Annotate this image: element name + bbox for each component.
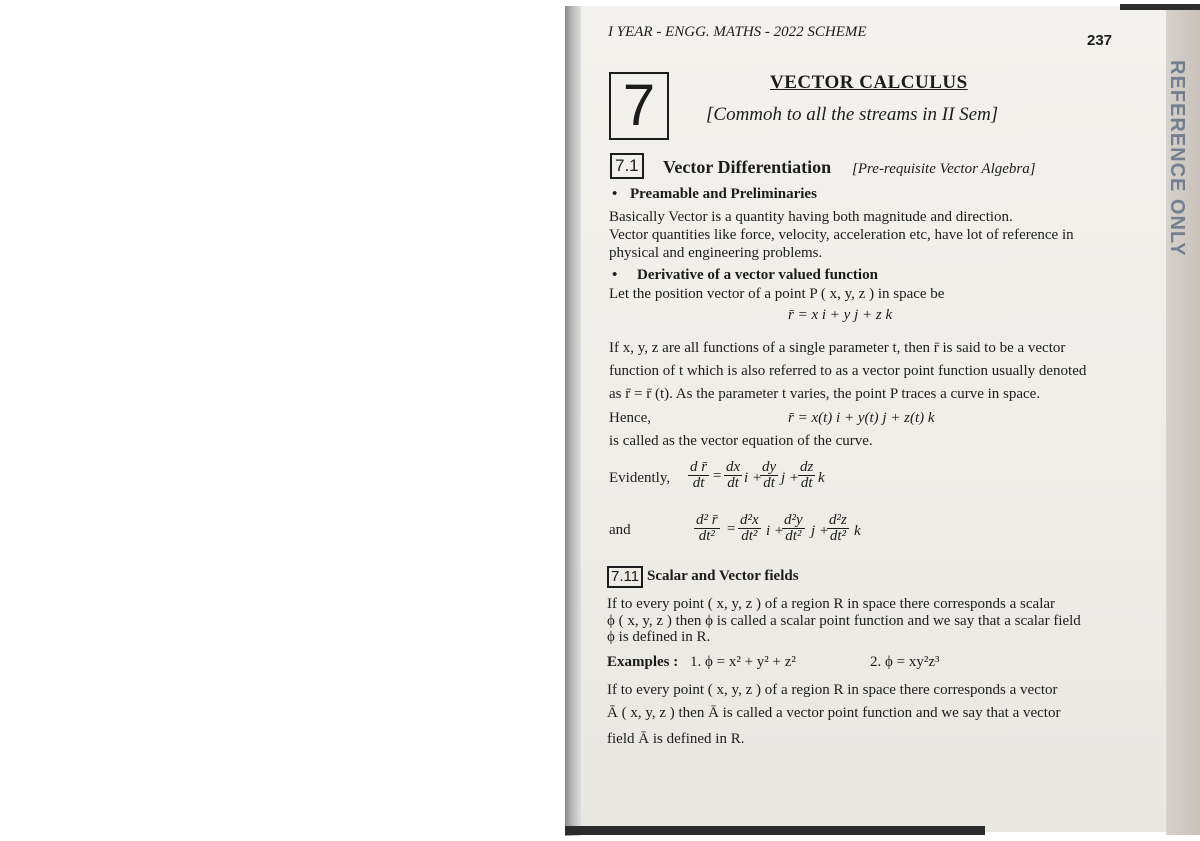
section-note: [Pre-requisite Vector Algebra] <box>852 161 1036 177</box>
numerator: d² r̄ <box>696 512 718 528</box>
denominator: dt <box>692 475 705 491</box>
preamble-line: Vector quantities like force, velocity, acceleration etc, have lot of reference in <box>609 227 1074 243</box>
curve-equation: r̄ = x(t) i + y(t) j + z(t) k <box>788 410 935 426</box>
preamble-line: physical and engineering problems. <box>609 245 823 261</box>
denominator: dt <box>763 475 775 491</box>
page-bottom-edge <box>565 826 985 835</box>
example-1: 1. ϕ = x² + y² + z² <box>690 654 796 670</box>
denominator: dt² <box>829 528 846 544</box>
preamble-line: Basically Vector is a quantity having both magnitude and direction. <box>609 209 1013 225</box>
numerator: dy <box>762 459 777 475</box>
preamble-heading: Preamable and Preliminaries <box>630 186 817 202</box>
fraction-d2r-dt2 <box>694 513 720 544</box>
unit-j-plus: j + <box>811 523 830 539</box>
unit-i-plus: i + <box>766 523 785 539</box>
subsection-number-box: 7.11 <box>607 566 643 588</box>
denominator: dt² <box>698 528 715 544</box>
position-vector-equation: r̄ = x i + y j + z k <box>788 307 893 323</box>
numerator: d²y <box>784 512 803 528</box>
body-line: field Ā is defined in R. <box>607 731 745 747</box>
body-line: function of t which is also referred to as a vector point function usually denoted <box>609 363 1087 379</box>
derivative-heading: Derivative of a vector valued function <box>637 267 878 283</box>
section-title: Vector Differentiation <box>663 157 832 177</box>
denominator: dt² <box>741 528 758 544</box>
body-line: ϕ ( x, y, z ) then ϕ is called a scalar point function and we say that a scalar field <box>607 613 1081 629</box>
equals-sign: = <box>712 468 723 484</box>
body-line: is called as the vector equation of the curve. <box>609 433 873 449</box>
numerator: d r̄ <box>690 459 708 475</box>
fraction-dy-dt <box>760 460 778 491</box>
unit-k: k <box>818 470 825 486</box>
fraction-d2y-dt2 <box>782 513 805 544</box>
subsection-title: Scalar and Vector fields <box>647 568 799 584</box>
fraction-d2x-dt2 <box>738 513 761 544</box>
body-line: ϕ is defined in R. <box>607 629 711 645</box>
fraction-d2z-dt2 <box>827 513 849 544</box>
chapter-subtitle: [Commoh to all the streams in II Sem] <box>706 104 999 125</box>
example-2: 2. ϕ = xy²z³ <box>870 654 940 670</box>
hence-label: Hence, <box>609 410 652 426</box>
body-line: If x, y, z are all functions of a single parameter t, then r̄ is said to be a vector <box>609 340 1066 356</box>
numerator: d²z <box>829 512 847 528</box>
denominator: dt² <box>785 528 802 544</box>
numerator: dx <box>726 459 741 475</box>
fraction-dr-dt <box>688 460 709 491</box>
evidently-label: Evidently, <box>609 470 671 486</box>
bullet-derivative: • <box>612 267 618 283</box>
chapter-title: VECTOR CALCULUS <box>770 72 968 93</box>
body-line: If to every point ( x, y, z ) of a region R in space there corresponds a vector <box>607 682 1058 698</box>
and-label: and <box>609 522 631 538</box>
body-line: If to every point ( x, y, z ) of a region R in space there corresponds a scalar <box>607 596 1056 612</box>
fraction-dx-dt <box>724 460 742 491</box>
equals-sign: = <box>726 521 737 537</box>
unit-j-plus: j + <box>781 470 800 486</box>
body-line: as r̄ = r̄ (t). As the parameter t varies, the point P traces a curve in space. <box>609 386 1041 402</box>
book-gutter <box>565 6 581 836</box>
unit-i-plus: i + <box>744 470 763 486</box>
denominator: dt <box>727 475 739 491</box>
examples-label: Examples : <box>607 654 679 670</box>
fraction-dz-dt <box>798 460 815 491</box>
bullet-preamble: • <box>612 186 618 202</box>
body-line: Let the position vector of a point P ( x, y, z ) in space be <box>609 286 945 302</box>
section-number-box: 7.1 <box>610 153 644 179</box>
denominator: dt <box>800 475 813 491</box>
page-number: 237 <box>1087 32 1113 49</box>
numerator: d²x <box>740 512 759 528</box>
numerator: dz <box>800 459 814 475</box>
body-line: Ā ( x, y, z ) then Ā is called a vector point function and we say that a vector <box>607 705 1061 721</box>
chapter-number-box: 7 <box>609 72 669 140</box>
running-header: I YEAR - ENGG. MATHS - 2022 SCHEME <box>608 24 867 40</box>
side-reference-label <box>1178 60 1188 760</box>
unit-k: k <box>854 523 861 539</box>
blank-left-page <box>0 0 565 841</box>
